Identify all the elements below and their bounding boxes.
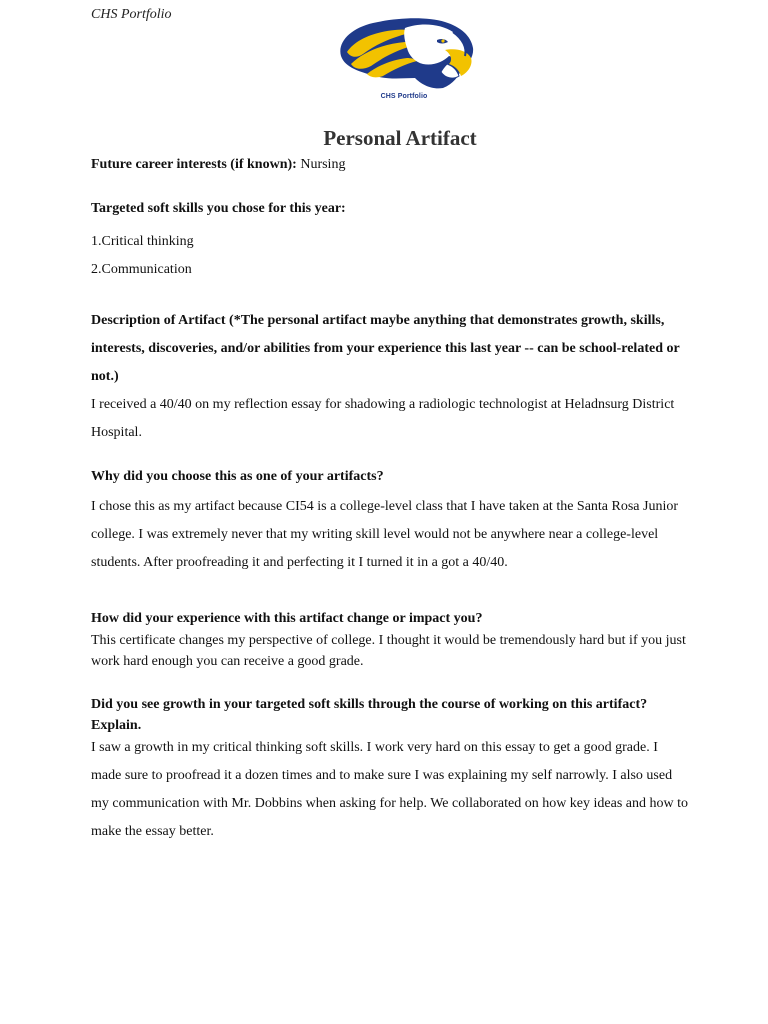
why-question: Why did you choose this as one of your artifacts? [91,469,384,484]
description-answer: I received a 40/40 on my reflection essay for shadowing a radiologic technologist at Heladnsurg District Hospital. [91,397,675,440]
description-label-rest: *The personal artifact maybe anything that demonstrates growth, skills, interests, discoveries, and/or abilities from your experience this last year -- can be school-related or not.) [91,313,680,384]
logo-caption: CHS Portfolio [380,93,428,100]
career-value: Nursing [300,157,346,172]
soft-skill-item: 2.Communication [91,262,192,277]
growth-answer: I saw a growth in my critical thinking soft skills. I work very hard on this essay to get a good grade. I made sure to proofread it a dozen times and to make sure I was explaining my self narrowly. I also used my communication with Mr. Dobbins when asking for help. We collaborated on how key ideas and how to make the essay better. [91,740,689,839]
eagle-logo [333,14,475,106]
impact-question: How did your experience with this artifact change or impact you? [91,611,483,626]
soft-skills-heading: Targeted soft skills you chose for this year: [91,201,346,216]
impact-answer: This certificate changes my perspective of college. I thought it would be tremendously hard but if you just work hard enough you can receive a good grade. [91,633,686,669]
page-title: Personal Artifact [323,126,477,150]
career-interests-line [91,157,691,173]
why-answer: I chose this as my artifact because CI54 is a college-level class that I have taken at the Santa Rosa Junior college. I was extremely never that my writing skill level would not be anywhere near a college-level students. After proofreading it and perfecting it I turned it in a got a 40/40. [91,499,679,570]
eagle-head-icon [333,14,475,92]
header-note: CHS Portfolio [91,7,172,22]
career-label: Future career interests (if known): [91,157,297,172]
soft-skill-item: 1.Critical thinking [91,234,194,249]
description-label-prefix: Description of Artifact ( [91,313,234,328]
description-heading [91,307,691,391]
growth-question: Did you see growth in your targeted soft skills through the course of working on this artifact? Explain. [91,697,648,733]
